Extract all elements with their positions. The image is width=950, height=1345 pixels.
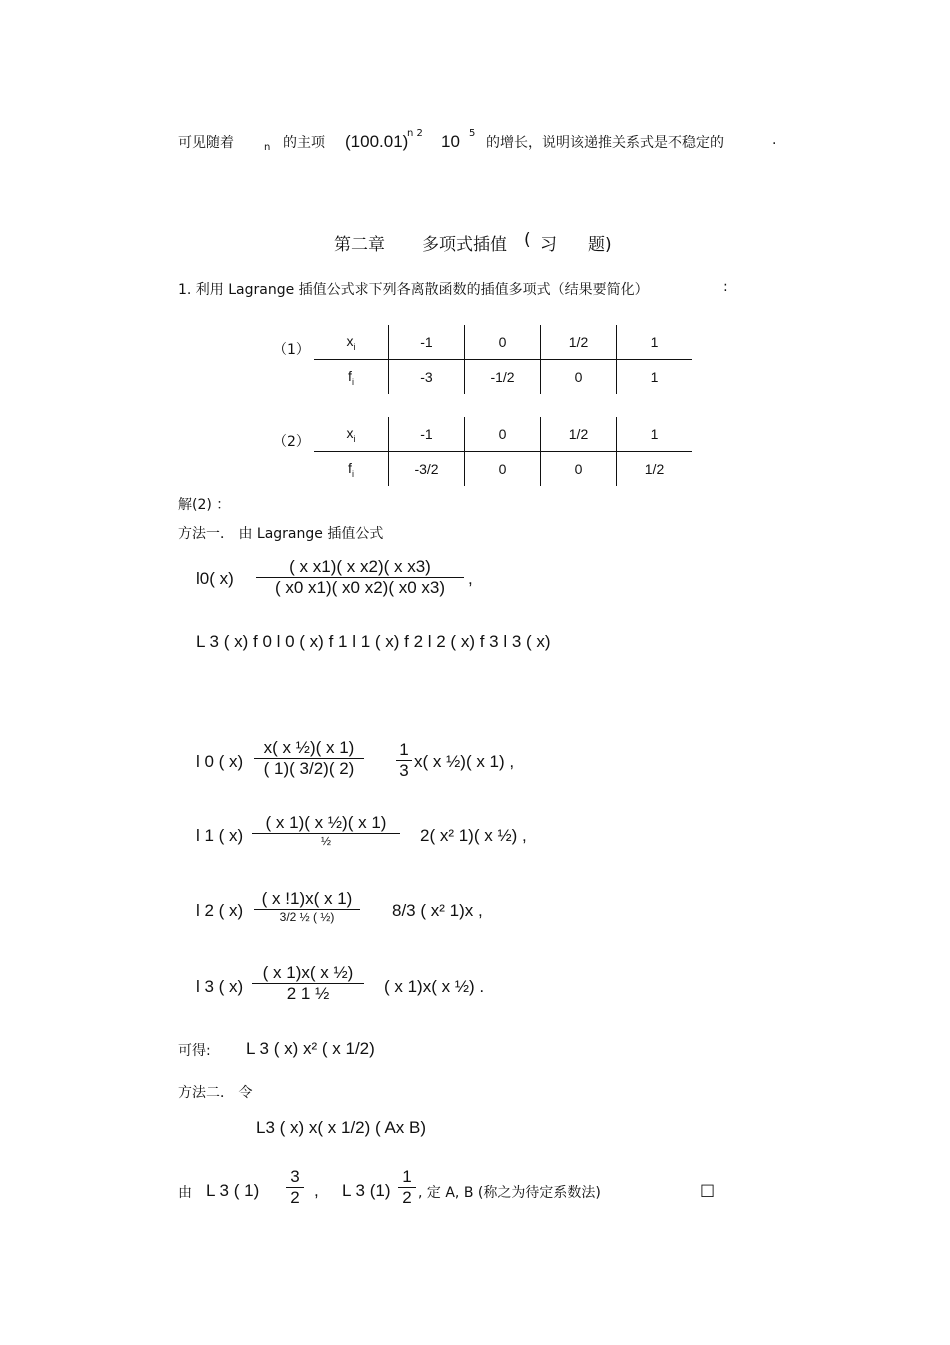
intro-text-suffix: 的增长，说明该递推关系式是不稳定的	[486, 135, 724, 151]
table-1-label: （1）	[273, 342, 310, 358]
table-cell: 1	[617, 417, 693, 452]
fraction-denominator: ½	[252, 833, 400, 848]
table-header-f: $f_i$	[314, 452, 389, 487]
chapter-xi: 习	[540, 235, 557, 255]
fraction-numerator: 1	[402, 1167, 412, 1186]
final-condition-1: L 3 ( 1)	[206, 1181, 260, 1200]
main-term-base: (100.01)	[345, 132, 409, 151]
data-table-1	[314, 325, 692, 394]
l0-coefficient	[396, 740, 412, 781]
method-1-heading: 方法一． 由 Lagrange 插值公式	[178, 526, 384, 542]
fraction-denominator: 3/2 ½ ( ½)	[254, 909, 360, 924]
table-cell: 1	[617, 325, 693, 360]
l1-fraction	[252, 813, 400, 848]
chapter-paren: (	[524, 230, 531, 250]
l2-lhs: l 2 ( x)	[196, 901, 244, 920]
table-header-x: $x_i$	[314, 417, 389, 452]
chapter-title: 多项式插值	[422, 235, 507, 255]
lagrange-sum-formula: L 3 ( x) f 0 l 0 ( x) f 1 l 1 ( x) f 2 l 2 ( x) f 3 l 3 ( x)	[196, 632, 551, 651]
l2-fraction	[254, 889, 360, 924]
l1-rhs: 2( x² 1)( x ½) ,	[420, 826, 527, 845]
l0-rhs: x( x ½)( x 1) ,	[414, 752, 515, 771]
fraction-numerator: 1	[399, 740, 409, 759]
table-cell: 1	[650, 369, 659, 385]
fraction-denominator: ( x0 x1)( x0 x2)( x0 x3)	[256, 577, 464, 598]
fraction-numerator: ( x x1)( x x2)( x x3)	[289, 557, 431, 576]
intro-text-prefix: 可见随着	[178, 135, 234, 151]
fraction-numerator: 3	[290, 1167, 300, 1186]
table-cell: 0	[465, 417, 541, 452]
table-cell: 0	[465, 452, 541, 487]
chapter-ti: 题)	[588, 235, 612, 255]
data-table-2	[314, 417, 692, 486]
solution-label: 解(2) ：	[178, 497, 231, 513]
table-header-x: $x_i$	[314, 325, 389, 360]
method-2-heading: 方法二． 令	[178, 1085, 253, 1101]
fraction-numerator: x( x ½)( x 1)	[263, 738, 355, 757]
table-cell: 1/2	[644, 461, 665, 477]
result-label: 可得:	[178, 1043, 211, 1059]
l0-general-lhs: l0( x)	[196, 569, 234, 588]
l0-general-comma: ,	[468, 569, 473, 588]
problem-1-colon: :	[723, 279, 728, 295]
l3-lhs: l 3 ( x)	[196, 977, 244, 996]
l3-rhs: ( x 1)x( x ½) .	[384, 977, 485, 996]
chapter-number: 第二章	[334, 235, 385, 255]
final-fraction-2	[398, 1167, 416, 1208]
l3-fraction	[252, 963, 364, 1004]
fraction-numerator: ( x !1)x( x 1)	[261, 889, 353, 908]
ten-exponent: 5	[469, 128, 476, 139]
result-expression: L 3 ( x) x² ( x 1/2)	[246, 1039, 375, 1058]
problem-1-text: 1. 利用 Lagrange 插值公式求下列各离散函数的插值多项式（结果要简化）	[178, 282, 649, 298]
table-cell: 0	[541, 360, 617, 395]
fraction-numerator: ( x 1)( x ½)( x 1)	[265, 813, 387, 832]
table-cell: -3	[389, 360, 465, 395]
subscript-n: n	[264, 142, 271, 153]
table-cell: -3/2	[389, 452, 465, 487]
l2-rhs: 8/3 ( x² 1)x ,	[392, 901, 483, 920]
intro-period: .	[772, 132, 777, 148]
l0-lhs: l 0 ( x)	[196, 752, 244, 771]
fraction-numerator: ( x 1)x( x ½)	[262, 963, 354, 982]
table-cell: 1/2	[541, 325, 617, 360]
final-tail-text: , 定 A, B (称之为待定系数法)	[418, 1185, 601, 1201]
ten-base: 10	[441, 132, 460, 151]
main-term-exponent: n 2	[407, 128, 423, 139]
fraction-denominator: 3	[396, 760, 412, 781]
fraction-denominator: 2	[398, 1187, 416, 1208]
final-condition-2: L 3 (1)	[342, 1181, 391, 1200]
final-comma: ,	[314, 1181, 319, 1200]
final-fraction-1	[286, 1167, 304, 1208]
l1-lhs: l 1 ( x)	[196, 826, 244, 845]
fraction-denominator: ( 1)( 3/2)( 2)	[254, 758, 364, 779]
end-box-icon: □	[700, 1180, 716, 1199]
l0-fraction	[254, 738, 364, 779]
table-cell: 0	[465, 325, 541, 360]
intro-text-mid: 的主项	[283, 135, 325, 151]
l0-general-fraction	[256, 557, 464, 598]
table-cell: -1/2	[465, 360, 541, 395]
table-header-f: $f_i$	[314, 360, 389, 395]
fraction-denominator: 2	[286, 1187, 304, 1208]
final-you: 由	[178, 1185, 192, 1201]
table-2-label: （2）	[273, 434, 310, 450]
table-cell: 1/2	[541, 417, 617, 452]
table-cell: -1	[389, 417, 465, 452]
fraction-denominator: 2 1 ½	[252, 983, 364, 1004]
table-cell: -1	[389, 325, 465, 360]
table-cell: 0	[541, 452, 617, 487]
method-2-expression: L3 ( x) x( x 1/2) ( Ax B)	[256, 1118, 427, 1137]
